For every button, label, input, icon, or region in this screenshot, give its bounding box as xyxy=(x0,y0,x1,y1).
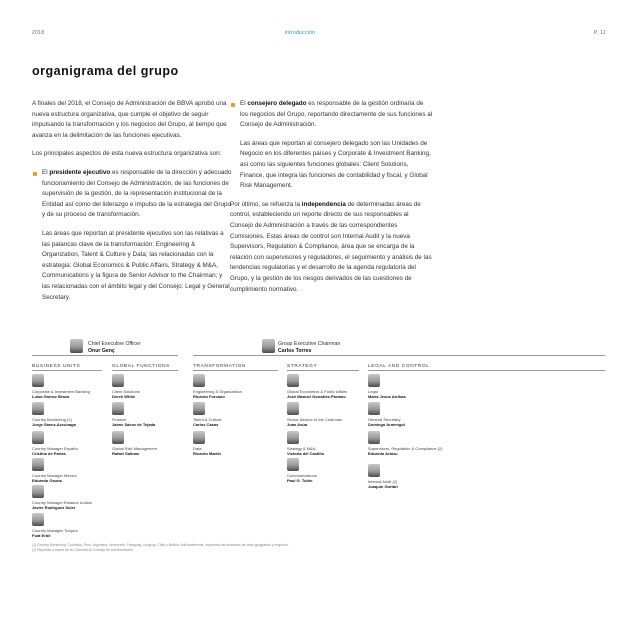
person-role: Country Manager México xyxy=(32,473,77,478)
person-role: Internal Audit (2) xyxy=(368,479,398,484)
person-card xyxy=(193,374,242,399)
person-photo xyxy=(368,464,380,477)
person-photo xyxy=(32,513,44,526)
ceo-block xyxy=(88,341,141,355)
col-strategy: STRATEGY xyxy=(287,364,318,369)
person-name: Fuat Erbil xyxy=(32,533,51,539)
person-photo xyxy=(287,458,299,471)
independence-pre: Por último, se refuerza la xyxy=(230,200,302,208)
person-photo xyxy=(287,402,299,415)
person-card xyxy=(368,402,405,427)
person-card xyxy=(287,458,317,483)
person-role: Global Risk Management xyxy=(112,446,157,451)
person-role: Communications xyxy=(287,473,317,478)
col-global-functions: GLOBAL FUNCTIONS xyxy=(112,364,170,369)
col-transformation: TRANSFORMATION xyxy=(193,364,247,369)
independence-text: de determinadas áreas de control, estableciendo un reporte directo de sus responsables al Consejo de Administración a través de las correspondientes Comisiones. Estas áreas de control son Internal Audit y la nueva Supervisors, Regulation & Compliance, área que se encarga de la relación con supervisores y reguladores, el seguimiento y análisis de las tendencias regulatorias y el desarrollo de la agenda regulatoria del Grupo, y la gestión de los riesgos derivados de las cuestiones de cumplimiento normativo. xyxy=(230,200,432,293)
chairman-role: Group Executive Chairman xyxy=(278,341,341,347)
person-photo xyxy=(112,431,124,444)
person-role: Global Economics & Public Affairs xyxy=(287,389,348,394)
person-photo xyxy=(112,374,124,387)
chairman-block xyxy=(278,341,340,355)
footnote-2: (2) Reportan a través de su Comisión al Consejo de Administración. xyxy=(32,548,134,552)
right-column xyxy=(230,99,433,303)
person-photo xyxy=(32,402,44,415)
person-card xyxy=(32,374,90,399)
chairman-name: Carlos Torres xyxy=(278,348,312,354)
divider-global-functions xyxy=(112,370,178,371)
person-card xyxy=(287,402,342,427)
person-name: Carlos Casas xyxy=(193,422,219,428)
person-card xyxy=(32,485,92,510)
independence-bold: independencia xyxy=(301,200,346,208)
person-card xyxy=(368,464,398,489)
person-name: Juan Asúa xyxy=(287,422,308,428)
bullet-ceo-text: es responsable de la gestión ordinaria de los negocios del Grupo, reportando directamente de sus funciones al Consejo de Administración. xyxy=(240,100,433,129)
ceo-divider xyxy=(32,355,178,356)
ceo-areas: Las áreas que reportan al consejero delegado son las Unidades de Negocio en los diferentes países y Corporate & Investment Banking, así como las siguientes funciones globales: Client Solutions, Finance, que integra las funciones de contabilidad y fiscal, y Global Risk Management. xyxy=(240,139,431,190)
bullet-ceo xyxy=(230,99,433,131)
header-section: introducción xyxy=(284,30,316,36)
footnote-1: (1) Country Monitoring: Colombia, Perú, Argentina, Venezuela, Paraguay, Uruguay, Chile y Bolivia. Adicionalmente, supervisa las funciones de otras geografías y negocios. xyxy=(32,543,289,547)
person-name: Eduardo Osuna xyxy=(32,478,62,484)
ceo-role: Chief Executive Officer xyxy=(88,341,141,347)
person-role: Strategy & M&A xyxy=(287,446,316,451)
ceo-photo xyxy=(70,339,83,353)
divider-legal-control xyxy=(368,370,605,371)
person-photo xyxy=(193,402,205,415)
person-name: Ricardo Martín xyxy=(193,451,222,457)
person-role: Country Manager Estados Unidos xyxy=(32,500,93,505)
chairman-photo xyxy=(262,339,275,353)
bullet-chairman-bold: presidente ejecutivo xyxy=(49,168,111,176)
bullet-chairman-pre: El xyxy=(42,168,50,176)
person-role: Talent & Culture xyxy=(193,417,222,422)
person-photo xyxy=(368,374,380,387)
person-name: Javier Rodríguez Soler xyxy=(32,505,76,511)
person-card xyxy=(112,431,157,456)
person-card xyxy=(193,402,221,427)
person-card xyxy=(287,374,347,399)
aspects-paragraph: Los principales aspectos de esta nueva estructura organizativa son: xyxy=(32,150,222,158)
person-role: Senior Advisor to the Chairman xyxy=(287,417,343,422)
person-card xyxy=(368,431,442,456)
person-name: Victoria del Castillo xyxy=(287,451,325,457)
person-card xyxy=(193,431,221,456)
independence-paragraph xyxy=(230,200,433,295)
person-name: María Jesús Arribas xyxy=(368,394,406,400)
person-role: Data xyxy=(193,446,202,451)
divider-strategy xyxy=(287,370,359,371)
person-card xyxy=(112,374,140,399)
person-name: Jaime Sáenz de Tejada xyxy=(112,422,156,428)
person-name: Paul G. Tobin xyxy=(287,478,313,484)
col-legal-control: LEGAL AND CONTROL xyxy=(368,364,430,369)
bullet-chairman-text: es responsable de la dirección y adecuado funcionamiento del Consejo de Administración, de las funciones de supervisión de la gestión, de la representación institucional de la Entidad así como del liderazgo e impulso de la estrategia del Grupo y de su proceso de transformación. xyxy=(42,168,232,219)
person-photo xyxy=(287,431,299,444)
person-photo xyxy=(193,374,205,387)
person-name: José Manuel González-Páramo xyxy=(287,394,346,400)
person-photo xyxy=(368,402,380,415)
person-card xyxy=(32,402,76,427)
person-name: Luisa Gómez Bravo xyxy=(32,394,70,400)
divider-business-units xyxy=(32,370,102,371)
divider-transformation xyxy=(193,370,278,371)
bullet-ceo-bold: consejero delegado xyxy=(247,100,307,107)
chairman-divider xyxy=(193,355,605,356)
person-role: Engineering & Organization xyxy=(193,389,242,394)
bullet-ceo-pre: El xyxy=(240,100,248,107)
page-title: organigrama del grupo xyxy=(32,64,179,78)
person-card xyxy=(287,431,324,456)
person-card xyxy=(32,458,77,483)
person-role: Country Manager Turquía xyxy=(32,528,78,533)
person-photo xyxy=(112,402,124,415)
person-role: Client Solutions xyxy=(112,389,140,394)
ceo-name: Onur Genç xyxy=(88,348,115,354)
person-card xyxy=(112,402,155,427)
person-name: Joaquín Gortari xyxy=(368,484,398,490)
person-name: Jorge Sáenz-Azcúnaga xyxy=(32,422,76,428)
person-role: Legal xyxy=(368,389,378,394)
person-role: Supervisors, Regulation & Compliance (2) xyxy=(368,446,443,451)
person-name: Eduardo Arbizu xyxy=(368,451,398,457)
person-photo xyxy=(193,431,205,444)
person-card xyxy=(32,513,78,538)
person-name: Rafael Salinas xyxy=(112,451,140,457)
person-photo xyxy=(32,374,44,387)
person-card xyxy=(368,374,406,399)
person-photo xyxy=(32,458,44,471)
col-business-units: BUSINESS UNITS xyxy=(32,364,81,369)
intro-paragraph: A finales del 2018, el Consejo de Administración de BBVA aprobó una nueva estructura organizativa, que cumple el objetivo de seguir impulsando la transformación y los negocios del Grupo, al tiempo que avanza en la delimitación de las funciones ejecutivas. xyxy=(32,100,227,139)
person-photo xyxy=(32,485,44,498)
person-name: Cristina de Parias xyxy=(32,451,66,457)
left-column xyxy=(32,99,232,311)
person-role: Finance xyxy=(112,417,127,422)
header-page: P. 11 xyxy=(593,30,606,36)
person-photo xyxy=(368,431,380,444)
person-name: Domingo Armengol xyxy=(368,422,405,428)
person-photo xyxy=(287,374,299,387)
footnotes xyxy=(32,543,592,553)
person-role: Country Monitoring (1) xyxy=(32,417,72,422)
person-card xyxy=(32,431,78,456)
chairman-areas: Las áreas que reportan al presidente ejecutivo son las relativas a las palancas clave de la transformación: Engineering & Organization, Talent & Culture y Data; las relacionadas con la estrategia: Global Economics & Public Affairs, Strategy & M&A, Communications y la figura de Senior Advisor to the Chairman; y las relacionadas con el ámbito legal y del Consejo: Legal y General Secretary. xyxy=(42,229,230,301)
person-role: Corporate & Investment Banking xyxy=(32,389,90,394)
person-role: General Secretary xyxy=(368,417,401,422)
person-name: Ricardo Forcano xyxy=(193,394,225,400)
person-photo xyxy=(32,431,44,444)
bullet-chairman xyxy=(32,168,232,221)
person-role: Country Manager España xyxy=(32,446,78,451)
header-year: 2018 xyxy=(32,30,45,36)
person-name: Derek White xyxy=(112,394,136,400)
